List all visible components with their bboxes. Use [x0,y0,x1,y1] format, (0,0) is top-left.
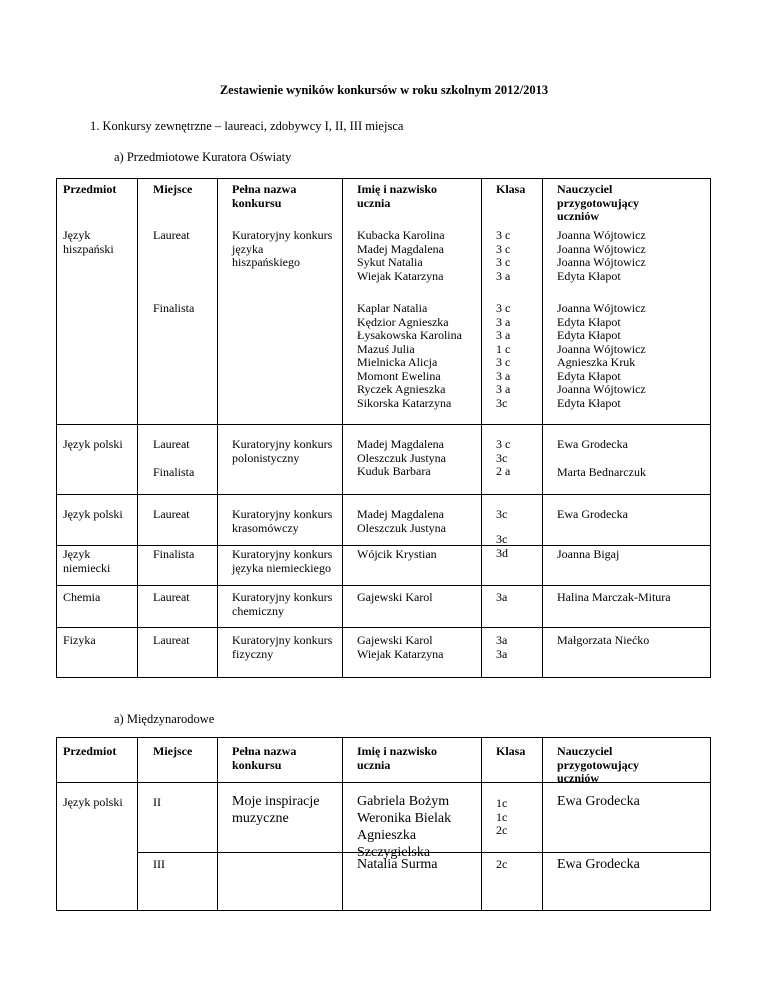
cell-klasa: 3c [496,507,508,521]
header-miejsce: Miejsce [153,182,193,196]
cell-klasy: 1c 1c 2c [496,796,508,837]
cell-klasa: 3d [496,546,508,560]
cell-nazwa: Moje inspiracje muzyczne [232,794,320,826]
cell-uczniowie: Madej Magdalena Oleszczuk Justyna Kuduk Barbara [357,437,446,478]
cell-uczniowie: Wójcik Krystian [357,547,437,561]
cell-uczniowie: Madej Magdalena Oleszczuk Justyna [357,507,446,535]
cell-miejsce: Finalista [153,465,195,479]
cell-miejsce: II [153,795,161,809]
cell-przedmiot: Fizyka [63,633,96,647]
cell-klasa: 2c [496,857,508,871]
cell-klasy: 3 c 3 c 3 c 3 a [496,228,511,283]
cell-klasy: 3 c 3 a 3 a 1 c 3 c 3 a 3 a 3c [496,301,511,410]
cell-nauczyciel: Ewa Grodecka [557,794,640,809]
cell-nauczyciel: Ewa Grodecka [557,857,640,872]
cell-uczniowie: Gajewski Karol Wiejak Katarzyna [357,633,444,661]
cell-nazwa: Kuratoryjny konkurs krasomówczy [232,507,333,535]
cell-uczniowie: Kubacka Karolina Madej Magdalena Sykut Natalia Wiejak Katarzyna [357,228,445,283]
cell-przedmiot: Chemia [63,590,101,604]
header-imie: Imię i nazwisko ucznia [357,744,438,772]
results-table-kuratorium [56,178,711,678]
header-nauczyciel: Nauczyciel przygotowujący uczniów [557,182,639,223]
header-klasa: Klasa [496,744,526,758]
cell-nauczyciele: Joanna Wójtowicz Edyta Kłapot Edyta Kłapot Joanna Wójtowicz Agnieszka Kruk Edyta Kłapot Joanna Wójtowicz Edyta Kłapot [557,301,646,410]
cell-nazwa: Kuratoryjny konkurs języka niemieckiego [232,547,333,575]
cell-klasa: 3a [496,590,508,604]
cell-nazwa: Kuratoryjny konkurs polonistyczny [232,437,333,465]
cell-nazwa: Kuratoryjny konkurs fizyczny [232,633,333,661]
cell-przedmiot: Język polski [63,795,123,809]
subsection-heading-kuratorium: a) Przedmiotowe Kuratora Oświaty [114,150,292,164]
cell-miejsce: Finalista [153,301,195,315]
cell-uczniowie: Kaplar Natalia Kędzior Agnieszka Łysakowska Karolina Mazuś Julia Mielnicka Alicja Momont Ewelina Ryczek Agnieszka Sikorska Katarzyna [357,301,462,410]
cell-klasa: 3c [496,532,508,546]
cell-miejsce: Finalista [153,547,195,561]
cell-nauczyciel: Halina Marczak-Mitura [557,590,671,604]
cell-miejsce: Laureat [153,228,190,242]
cell-przedmiot: Język polski [63,507,123,521]
header-nauczyciel: Nauczyciel przygotowujący uczniów [557,744,639,785]
cell-nazwa: Kuratoryjny konkurs chemiczny [232,590,333,618]
cell-uczniowie: Gajewski Karol [357,590,433,604]
cell-przedmiot: Język polski [63,437,123,451]
results-table-miedzynarodowe [56,737,711,911]
header-przedmiot: Przedmiot [63,744,117,758]
header-przedmiot: Przedmiot [63,182,117,196]
header-klasa: Klasa [496,182,526,196]
cell-nauczyciel: Ewa Grodecka [557,507,628,521]
cell-uczniowie: Gabriela Bożym Weronika Bielak Agnieszka Szczygielska [357,794,452,860]
header-miejsce: Miejsce [153,744,193,758]
cell-miejsce: Laureat [153,633,190,647]
cell-nauczyciel: Ewa Grodecka [557,437,628,451]
cell-przedmiot: Język niemiecki [63,547,111,575]
cell-nauczyciel: Marta Bednarczuk [557,465,646,479]
cell-nauczyciele: Joanna Wójtowicz Joanna Wójtowicz Joanna Wójtowicz Edyta Kłapot [557,228,646,283]
cell-miejsce: Laureat [153,590,190,604]
cell-nazwa: Kuratoryjny konkurs języka hiszpańskiego [232,228,333,269]
cell-przedmiot: Język hiszpański [63,228,114,256]
cell-klasy: 3a 3a [496,633,508,661]
cell-klasy: 3 c 3c 2 a [496,437,511,478]
subsection-heading-miedzynarodowe: a) Międzynarodowe [114,712,215,726]
page-title: Zestawienie wyników konkursów w roku szkolnym 2012/2013 [219,83,549,97]
header-nazwa: Pełna nazwa konkursu [232,744,297,772]
section-heading-1: 1. Konkursy zewnętrzne – laureaci, zdobywcy I, II, III miejsca [90,119,404,133]
header-nazwa: Pełna nazwa konkursu [232,182,297,210]
header-imie: Imię i nazwisko ucznia [357,182,438,210]
cell-nauczyciel: Małgorzata Niećko [557,633,650,647]
cell-miejsce: Laureat [153,437,190,451]
cell-uczniowie: Natalia Surma [357,857,438,872]
cell-miejsce: Laureat [153,507,190,521]
cell-miejsce: III [153,857,165,871]
cell-nauczyciel: Joanna Bigaj [557,547,620,561]
